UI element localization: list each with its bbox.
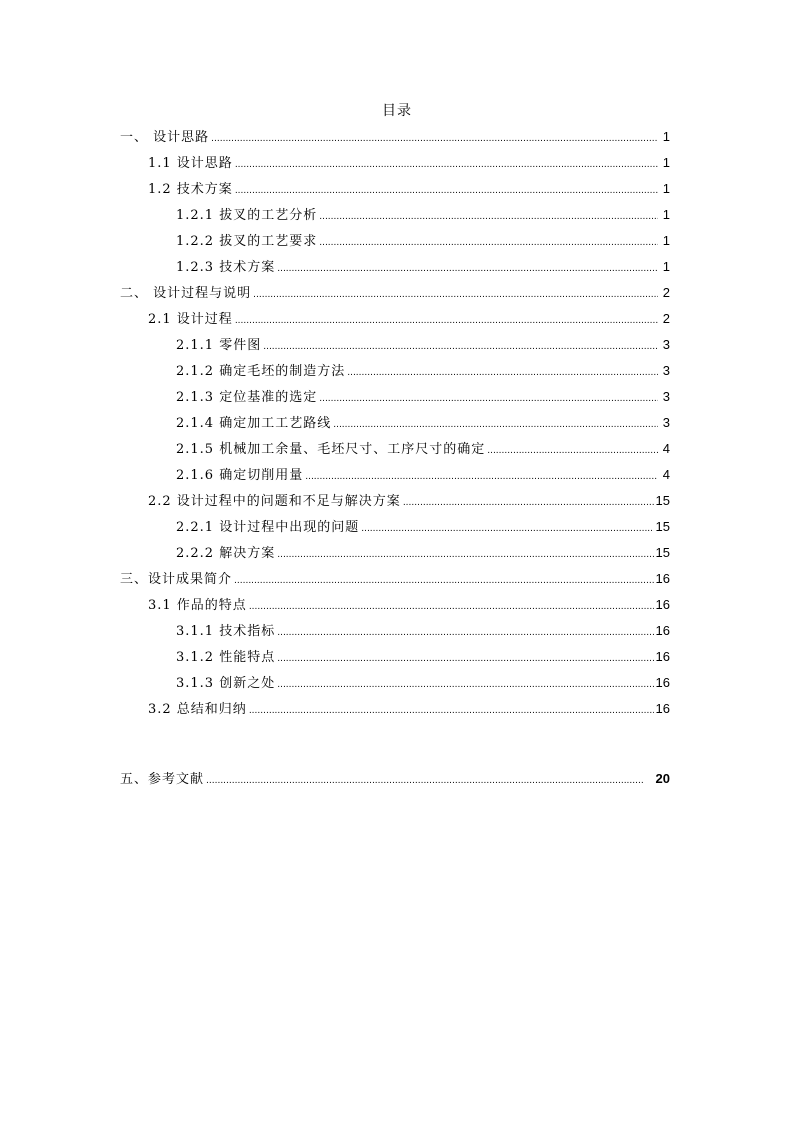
toc-entry[interactable] — [120, 488, 670, 514]
toc-entry[interactable] — [120, 254, 670, 280]
toc-entry-text: 二、 设计过程与说明 — [120, 286, 252, 301]
toc-leader-dots — [206, 768, 644, 794]
toc-page-number: 20 — [655, 771, 670, 786]
toc-entry[interactable] — [120, 202, 670, 228]
toc-entry[interactable] — [120, 540, 670, 566]
toc-entry-text: 1.2.3 技术方案 — [176, 260, 276, 275]
toc-leader-dots — [319, 230, 658, 256]
toc-leader-dots — [487, 438, 658, 464]
toc-page-number: 16 — [655, 701, 670, 716]
toc-entry[interactable] — [120, 462, 670, 488]
toc-entry[interactable] — [120, 358, 670, 384]
toc-entry-text: 2.1.1 零件图 — [176, 338, 262, 353]
toc-entry-text: 三、设计成果简介 — [120, 572, 233, 587]
toc-entry-text: 1.2.2 拔叉的工艺要求 — [176, 234, 318, 249]
toc-page-number: 15 — [655, 545, 670, 560]
toc-page-number: 16 — [655, 649, 670, 664]
toc-entry-text: 一、 设计思路 — [120, 130, 210, 145]
toc-title: 目录 — [382, 103, 412, 119]
toc-entry-text: 2.2 设计过程中的问题和不足与解决方案 — [148, 494, 401, 509]
toc-entry[interactable] — [120, 410, 670, 436]
toc-list — [120, 124, 670, 792]
toc-leader-dots — [403, 490, 654, 516]
toc-leader-dots — [333, 412, 658, 438]
toc-page-number: 16 — [655, 623, 670, 638]
toc-page-number: 4 — [662, 441, 670, 456]
toc-entry[interactable] — [120, 124, 670, 150]
toc-entry-text: 2.2.1 设计过程中出现的问题 — [176, 520, 360, 535]
toc-page-number: 1 — [662, 259, 670, 274]
toc-page-number: 16 — [655, 597, 670, 612]
toc-page-number: 16 — [655, 571, 670, 586]
toc-page-number: 1 — [662, 181, 670, 196]
toc-entry[interactable] — [120, 696, 670, 722]
toc-entry[interactable] — [120, 332, 670, 358]
toc-page-number: 15 — [655, 493, 670, 508]
toc-leader-dots — [211, 126, 658, 152]
toc-page-number: 1 — [662, 129, 670, 144]
toc-leader-dots — [361, 516, 653, 542]
toc-entry-text: 3.1.1 技术指标 — [176, 624, 276, 639]
toc-leader-dots — [249, 698, 654, 724]
toc-page-number: 3 — [662, 415, 670, 430]
toc-entry[interactable] — [120, 436, 670, 462]
toc-entry-references[interactable] — [120, 766, 670, 792]
toc-entry[interactable] — [120, 592, 670, 618]
toc-entry[interactable] — [120, 670, 670, 696]
toc-entry[interactable] — [120, 150, 670, 176]
toc-entry-text: 2.1 设计过程 — [148, 312, 233, 327]
toc-leader-dots — [347, 360, 658, 386]
toc-leader-dots — [277, 620, 653, 646]
toc-page-number: 3 — [662, 363, 670, 378]
toc-entry[interactable] — [120, 618, 670, 644]
toc-page-number: 1 — [662, 155, 670, 170]
toc-leader-dots — [319, 204, 658, 230]
toc-leader-dots — [277, 646, 653, 672]
toc-page-number: 1 — [662, 233, 670, 248]
toc-page-number: 3 — [662, 337, 670, 352]
toc-entry[interactable] — [120, 644, 670, 670]
toc-page-number: 2 — [662, 311, 670, 326]
toc-entry[interactable] — [120, 176, 670, 202]
toc-leader-dots — [319, 386, 658, 412]
toc-leader-dots — [277, 256, 658, 282]
toc-entry-text: 2.1.3 定位基准的选定 — [176, 390, 318, 405]
toc-entry-text: 1.2.1 拔叉的工艺分析 — [176, 208, 318, 223]
toc-leader-dots — [235, 152, 658, 178]
toc-leader-dots — [263, 334, 658, 360]
toc-page-number: 15 — [655, 519, 670, 534]
toc-page-number: 2 — [662, 285, 670, 300]
toc-page-number: 16 — [655, 675, 670, 690]
toc-leader-dots — [277, 672, 653, 698]
toc-leader-dots — [305, 464, 658, 490]
toc-entry-text: 2.1.2 确定毛坯的制造方法 — [176, 364, 346, 379]
toc-leader-dots — [234, 568, 654, 594]
toc-entry-text: 3.1.2 性能特点 — [176, 650, 276, 665]
toc-entry[interactable] — [120, 384, 670, 410]
toc-leader-dots — [277, 542, 653, 568]
toc-page-number: 3 — [662, 389, 670, 404]
toc-entry-text: 3.1 作品的特点 — [148, 598, 247, 613]
toc-leader-dots — [235, 308, 658, 334]
toc-entry-text: 1.1 设计思路 — [148, 156, 233, 171]
toc-page-number: 4 — [662, 467, 670, 482]
toc-entry[interactable] — [120, 514, 670, 540]
toc-leader-dots — [253, 282, 658, 308]
toc-entry-text: 3.2 总结和归纳 — [148, 702, 247, 717]
toc-entry-text: 1.2 技术方案 — [148, 182, 233, 197]
toc-entry-text: 2.2.2 解决方案 — [176, 546, 276, 561]
toc-entry-text: 3.1.3 创新之处 — [176, 676, 276, 691]
toc-entry[interactable] — [120, 306, 670, 332]
toc-entry-text: 2.1.6 确定切削用量 — [176, 468, 304, 483]
toc-entry[interactable] — [120, 228, 670, 254]
toc-entry[interactable] — [120, 566, 670, 592]
toc-leader-dots — [235, 178, 658, 204]
toc-page-number: 1 — [662, 207, 670, 222]
toc-entry-text: 2.1.4 确定加工工艺路线 — [176, 416, 332, 431]
toc-leader-dots — [249, 594, 654, 620]
toc-entry-text: 2.1.5 机械加工余量、毛坯尺寸、工序尺寸的确定 — [176, 442, 486, 457]
toc-entry[interactable] — [120, 280, 670, 306]
toc-entry-text: 五、参考文献 — [120, 772, 205, 787]
